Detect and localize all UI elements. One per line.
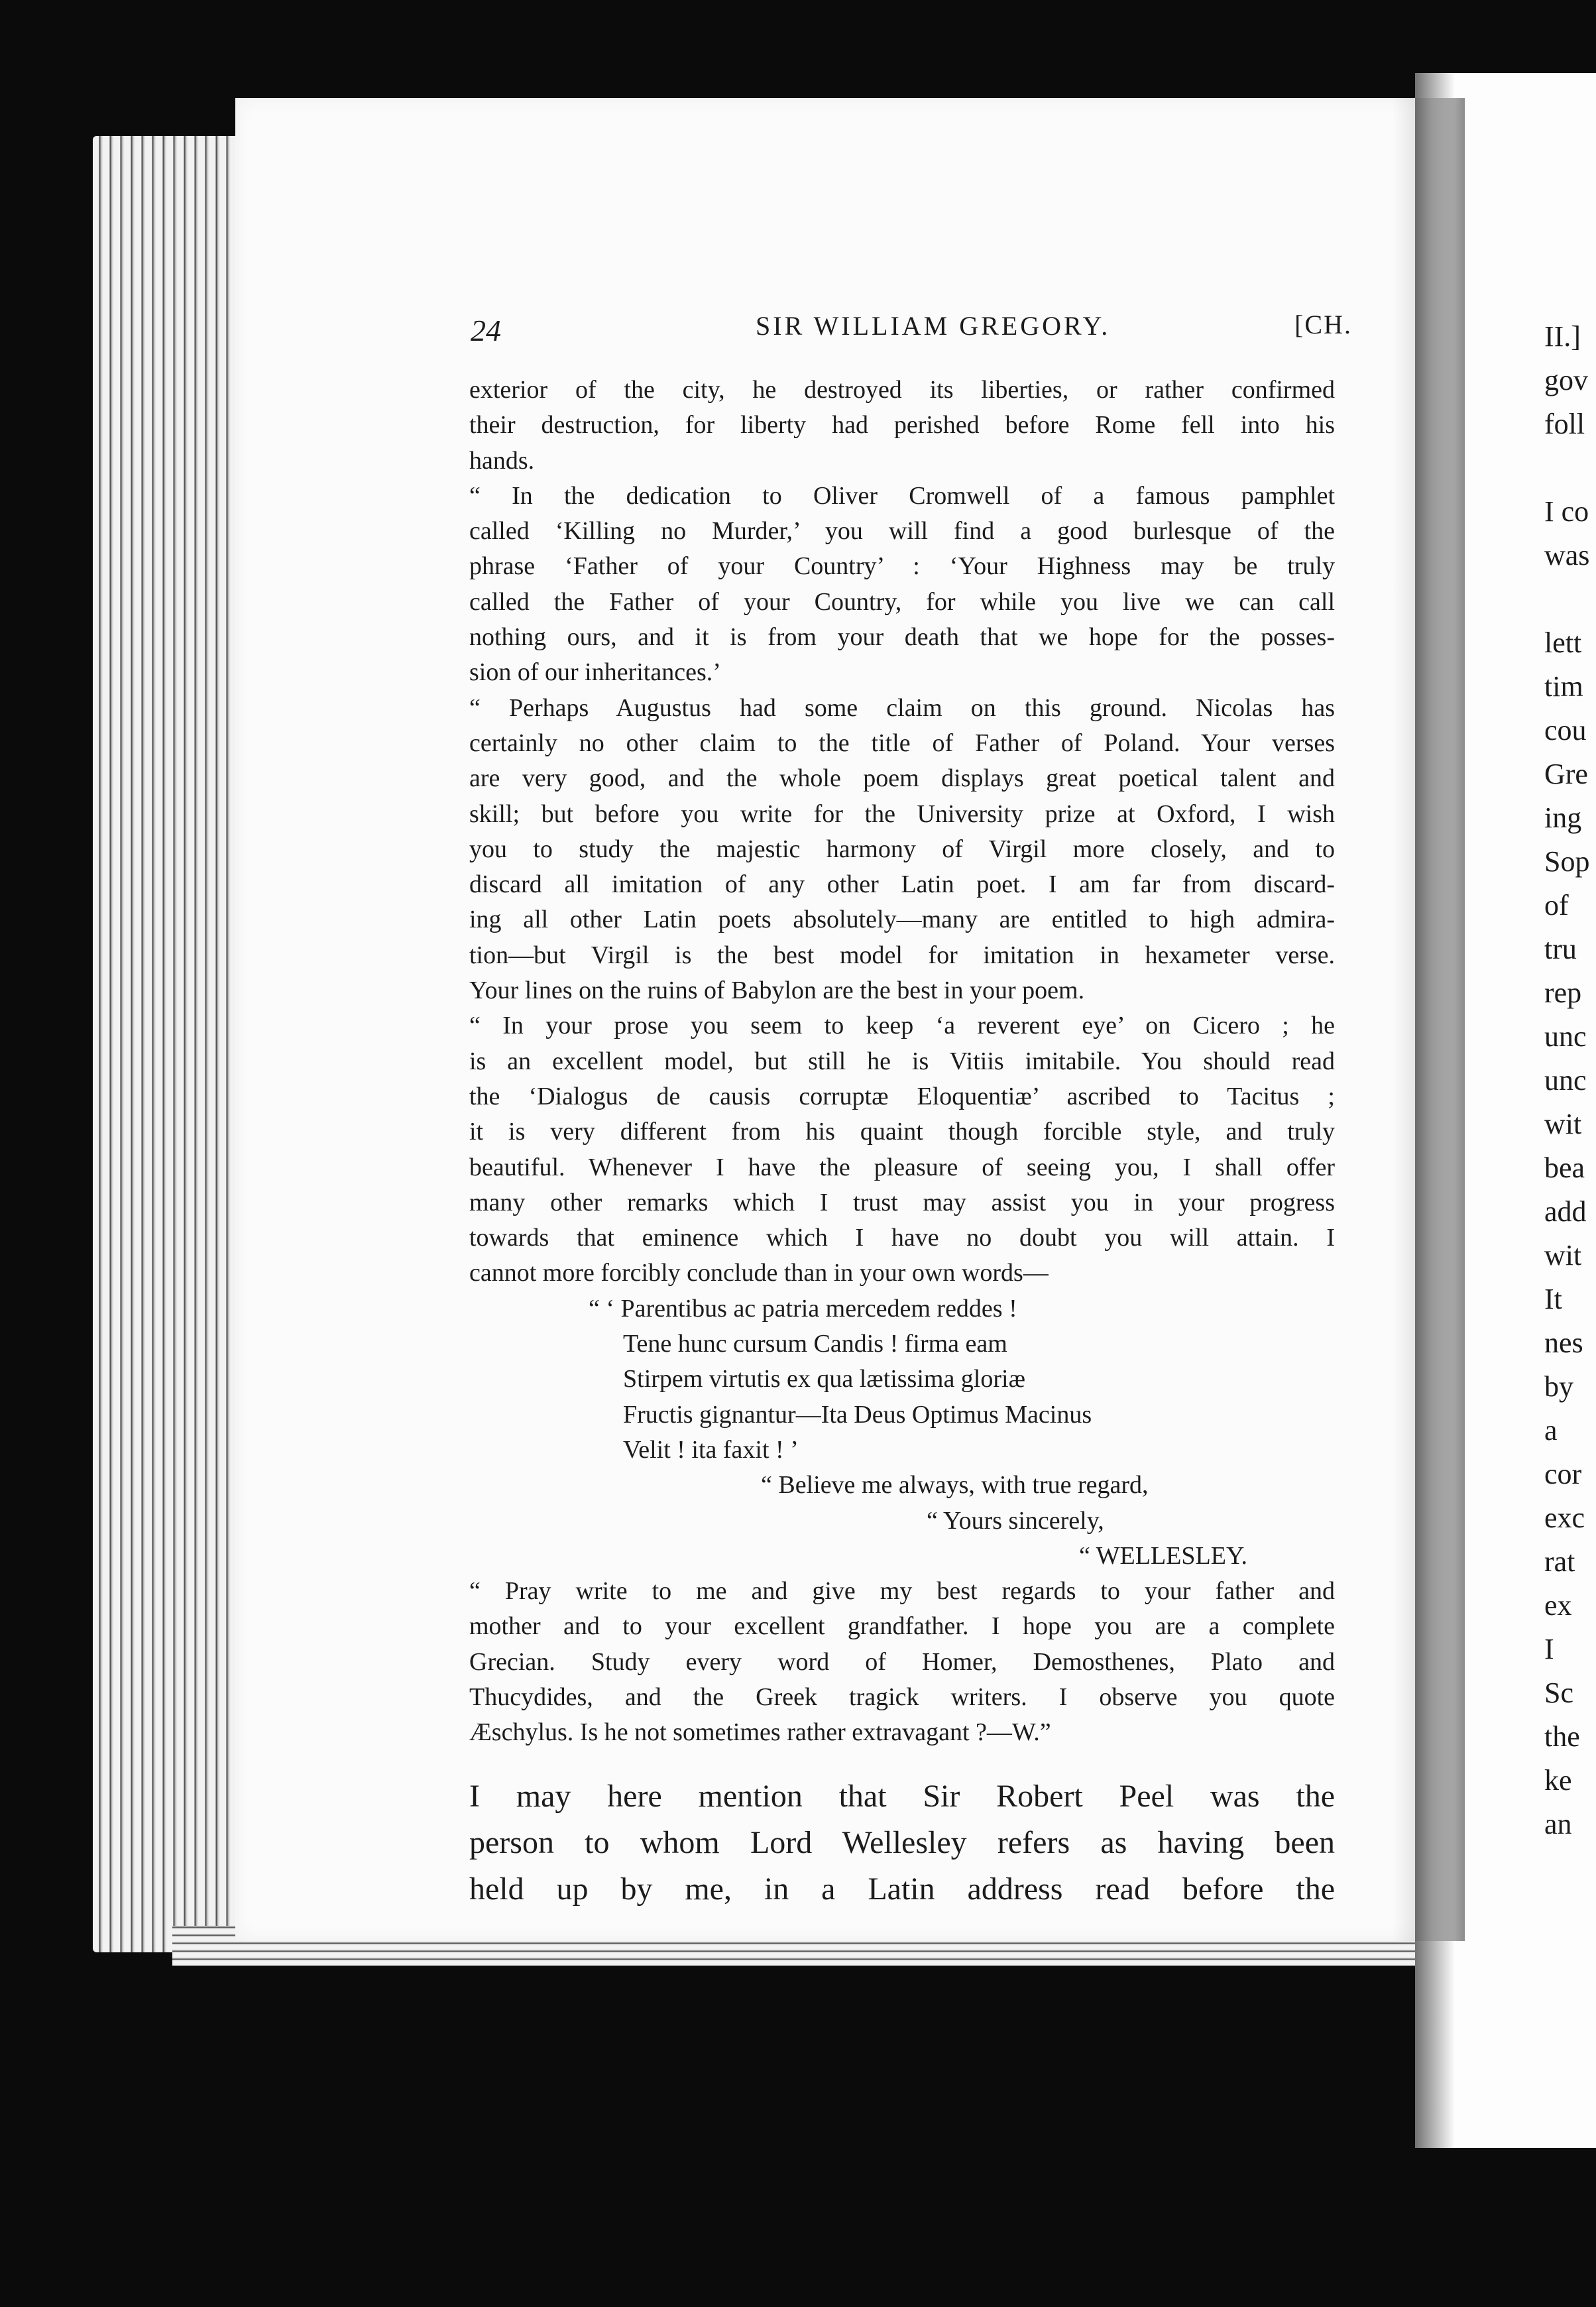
- facing-page-fragment: II.]: [1544, 320, 1581, 353]
- text-line: are very good, and the whole poem displays great poetical talent and: [469, 764, 1335, 793]
- facing-page-fragment: gov: [1544, 364, 1588, 396]
- facing-page-fragment: cou: [1544, 714, 1587, 746]
- page-header: [471, 306, 1352, 353]
- facing-page-fragment: unc: [1544, 1064, 1587, 1096]
- facing-page-fragment: a: [1544, 1414, 1558, 1447]
- facing-page-fragment: ex: [1544, 1589, 1572, 1622]
- facing-page-fragment: was: [1544, 539, 1590, 571]
- text-line: certainly no other claim to the title of Father of Poland. Your verses: [469, 729, 1335, 757]
- verse-line: Tene hunc cursum Candis ! firma eam: [623, 1330, 1007, 1358]
- facing-page-fragment: Sop: [1544, 845, 1590, 878]
- facing-page-fragment: wit: [1544, 1108, 1582, 1140]
- verse-line: Fructis gignantur—Ita Deus Optimus Macinus: [623, 1400, 1092, 1429]
- paragraph-gap: [469, 1751, 1335, 1773]
- postscript-line: mother and to your excellent grandfather. I hope you are a complete: [469, 1612, 1335, 1641]
- facing-page-fragment: cor: [1544, 1458, 1582, 1490]
- text-line: their destruction, for liberty had perished before Rome fell into his: [469, 411, 1335, 440]
- facing-page-fragment: rep: [1544, 976, 1582, 1009]
- verse-line: Stirpem virtutis ex qua lætissima gloriæ: [623, 1365, 1025, 1393]
- facing-page-fragment: It: [1544, 1283, 1562, 1315]
- text-line: cannot more forcibly conclude than in your own words—: [469, 1259, 1049, 1287]
- facing-page-fragment: Gre: [1544, 758, 1588, 790]
- narrative-line: I may here mention that Sir Robert Peel was the: [469, 1778, 1335, 1814]
- text-line: Your lines on the ruins of Babylon are the best in your poem.: [469, 976, 1085, 1005]
- facing-page-fragment: foll: [1544, 408, 1585, 440]
- facing-page-fragment: tim: [1544, 670, 1583, 703]
- facing-page-fragment: [1544, 577, 1596, 621]
- facing-page-fragment: by: [1544, 1370, 1573, 1403]
- text-line: many other remarks which I trust may assist you in your progress: [469, 1188, 1335, 1216]
- facing-page-fragment: [1544, 446, 1596, 490]
- narrative-line: held up by me, in a Latin address read before the: [469, 1871, 1335, 1907]
- facing-page-fragment: the: [1544, 1720, 1580, 1753]
- facing-page-fragment: ing: [1544, 801, 1582, 834]
- text-line: called the Father of your Country, for while you live we can call: [469, 587, 1335, 616]
- facing-page-text: [1544, 315, 1596, 1846]
- facing-page-fragment: an: [1544, 1808, 1572, 1840]
- text-line: “ In the dedication to Oliver Cromwell of a famous pamphlet: [469, 481, 1335, 510]
- facing-page-fragment: tru: [1544, 933, 1577, 965]
- facing-page-fragment: nes: [1544, 1327, 1583, 1359]
- facing-page-fragment: of: [1544, 889, 1569, 921]
- verse-line: “ ‘ Parentibus ac patria mercedem reddes !: [589, 1294, 1017, 1323]
- letter-signature: “ WELLESLEY.: [1079, 1541, 1247, 1570]
- facing-page-fragment: lett: [1544, 626, 1582, 659]
- text-line: discard all imitation of any other Latin poet. I am far from discard-: [469, 870, 1335, 899]
- facing-page-fragment: rat: [1544, 1545, 1575, 1578]
- page-number: 24: [471, 314, 501, 347]
- text-line: you to study the majestic harmony of Virgil more closely, and to: [469, 835, 1335, 863]
- page-gutter-shadow: [1392, 98, 1465, 1941]
- text-line: hands.: [469, 446, 535, 475]
- text-line: beautiful. Whenever I have the pleasure of seeing you, I shall offer: [469, 1153, 1335, 1181]
- facing-page-fragment: add: [1544, 1195, 1587, 1228]
- facing-page-fragment: unc: [1544, 1020, 1587, 1053]
- page-text: [469, 373, 1335, 1913]
- running-title: SIR WILLIAM GREGORY.: [756, 311, 1111, 341]
- narrative-line: person to whom Lord Wellesley refers as having been: [469, 1824, 1335, 1860]
- facing-page-fragment: ke: [1544, 1764, 1572, 1797]
- facing-page-fragment: I co: [1544, 495, 1589, 528]
- facing-page-fragment: I: [1544, 1633, 1554, 1665]
- verse-line: Velit ! ita faxit ! ’: [623, 1435, 799, 1464]
- postscript-line: Grecian. Study every word of Homer, Demosthenes, Plato and: [469, 1647, 1335, 1676]
- text-line: phrase ‘Father of your Country’ : ‘Your Highness may be truly: [469, 552, 1335, 581]
- text-line: “ Perhaps Augustus had some claim on this ground. Nicolas has: [469, 693, 1335, 722]
- text-line: is an excellent model, but still he is Vitiis imitabile. You should read: [469, 1047, 1335, 1075]
- facing-page-fragment: exc: [1544, 1502, 1585, 1534]
- text-line: towards that eminence which I have no doubt you will attain. I: [469, 1224, 1335, 1252]
- letter-closing: “ Believe me always, with true regard,: [761, 1471, 1149, 1500]
- postscript-line: “ Pray write to me and give my best regards to your father and: [469, 1577, 1335, 1606]
- letter-sign-off: “ Yours sincerely,: [927, 1506, 1104, 1535]
- text-line: exterior of the city, he destroyed its liberties, or rather confirmed: [469, 376, 1335, 404]
- facing-page-fragment: wit: [1544, 1239, 1582, 1272]
- postscript-line: Æschylus. Is he not sometimes rather extravagant ?—W.”: [469, 1718, 1051, 1747]
- postscript-line: Thucydides, and the Greek tragick writers. I observe you quote: [469, 1683, 1335, 1711]
- text-line: skill; but before you write for the University prize at Oxford, I wish: [469, 799, 1335, 828]
- text-line: sion of our inheritances.’: [469, 658, 721, 687]
- text-line: ing all other Latin poets absolutely—many are entitled to high admira-: [469, 906, 1335, 934]
- stacked-page-edges-left: [93, 136, 252, 1952]
- text-line: nothing ours, and it is from your death that we hope for the posses-: [469, 623, 1335, 652]
- text-line: called ‘Killing no Murder,’ you will find a good burlesque of the: [469, 517, 1335, 546]
- text-line: it is very different from his quaint though forcible style, and truly: [469, 1118, 1335, 1146]
- text-line: “ In your prose you seem to keep ‘a reverent eye’ on Cicero ; he: [469, 1012, 1335, 1040]
- text-line: the ‘Dialogus de causis corruptæ Eloquentiæ’ ascribed to Tacitus ;: [469, 1082, 1335, 1110]
- facing-page-fragment: bea: [1544, 1152, 1585, 1184]
- chapter-reference: [CH.: [1294, 310, 1352, 339]
- text-line: tion—but Virgil is the best model for imitation in hexameter verse.: [469, 941, 1335, 969]
- facing-page-fragment: Sc: [1544, 1677, 1573, 1709]
